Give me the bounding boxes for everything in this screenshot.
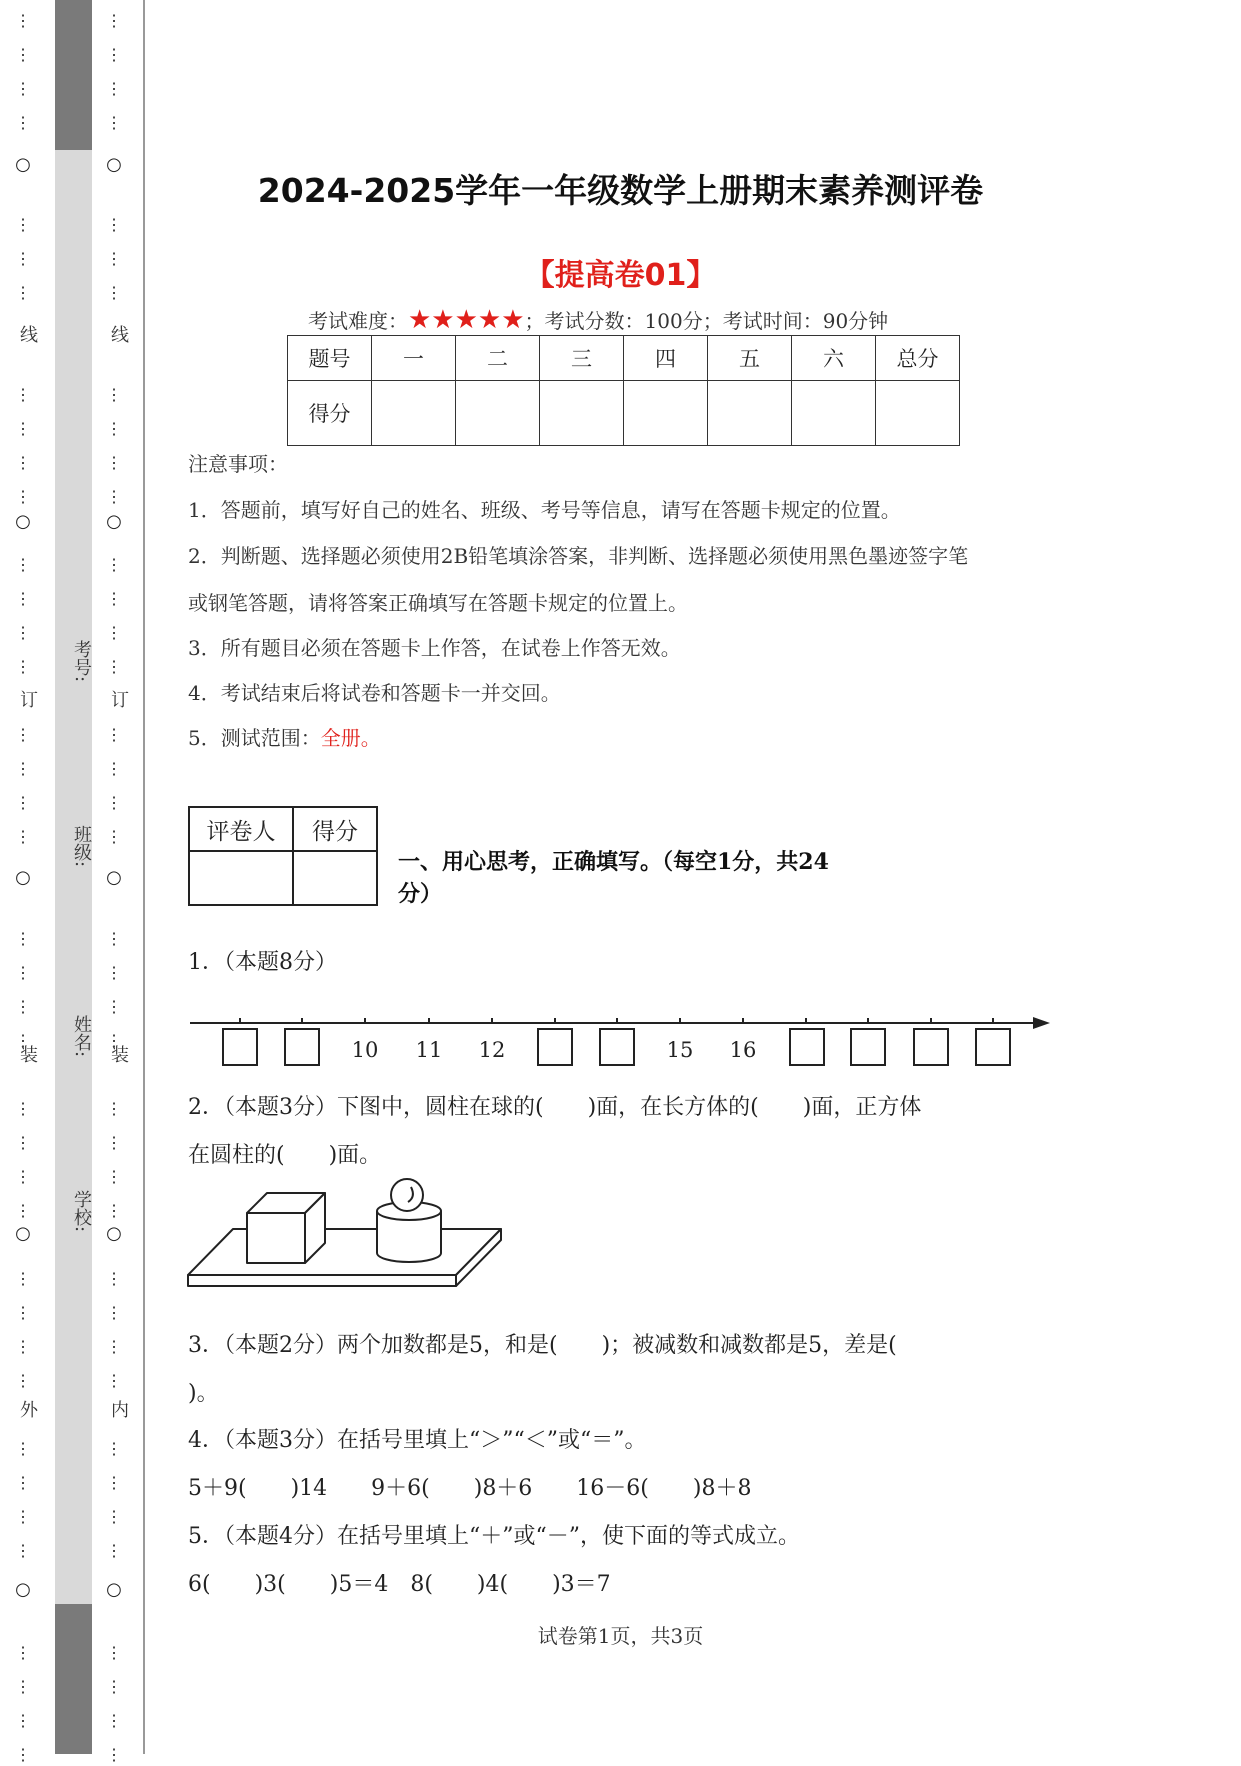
binding-dots: ⋮ xyxy=(15,929,31,948)
binding-dots: ⋮ xyxy=(106,793,122,812)
binding-dots: ⋮ xyxy=(106,1031,122,1050)
tick-label: 12 xyxy=(478,1038,506,1062)
score-cell[interactable] xyxy=(708,381,792,446)
page-footer: 试卷第1页，共3页 xyxy=(537,1624,704,1648)
section-1-title xyxy=(398,846,928,910)
binding-label: 订 xyxy=(17,690,38,708)
binding-dots: ⋮ xyxy=(15,1541,31,1560)
score-col-4: 四 xyxy=(624,336,708,381)
binding-circle-icon: ○ xyxy=(106,1579,122,1600)
question-3-line1: 3．（本题2分）两个加数都是5，和是( )；被减数和减数都是5，差是( xyxy=(188,1333,897,1358)
binding-dots: ⋮ xyxy=(15,385,31,404)
binding-dots: ⋮ xyxy=(106,759,122,778)
binding-dots: ⋮ xyxy=(15,419,31,438)
binding-dots: ⋮ xyxy=(106,1643,122,1662)
note-item-2-cont: 或钢笔答题，请将答案正确填写在答题卡规定的位置上。 xyxy=(188,591,688,615)
tick-label: 10 xyxy=(351,1038,379,1062)
note-item-4: 4．考试结束后将试卷和答题卡一并交回。 xyxy=(188,681,561,705)
binding-label: 线 xyxy=(17,325,38,343)
answer-box xyxy=(538,1029,572,1065)
tick-label: 16 xyxy=(729,1038,757,1062)
score-table xyxy=(287,335,960,446)
question-2-line2: 在圆柱的( )面。 xyxy=(188,1143,382,1168)
binding-label: 外 xyxy=(17,1400,38,1418)
grader-score-label: 得分 xyxy=(293,807,377,851)
binding-circle-icon: ○ xyxy=(15,511,31,532)
binding-dots: ⋮ xyxy=(106,249,122,268)
field-class: 班级: xyxy=(71,825,92,868)
binding-dots: ⋮ xyxy=(15,1643,31,1662)
tick-label: 15 xyxy=(666,1038,694,1062)
notes-heading: 注意事项： xyxy=(188,452,288,476)
score-cell[interactable] xyxy=(876,381,960,446)
binding-label: 装 xyxy=(108,1045,129,1063)
binding-label: 订 xyxy=(108,690,129,708)
score-cell[interactable] xyxy=(372,381,456,446)
binding-dots: ⋮ xyxy=(106,215,122,234)
binding-dots: ⋮ xyxy=(106,385,122,404)
binding-dots: ⋮ xyxy=(106,1303,122,1322)
binding-dots: ⋮ xyxy=(106,997,122,1016)
note-item-5 xyxy=(188,722,381,751)
binding-dots: ⋮ xyxy=(15,589,31,608)
grader-score-cell[interactable] xyxy=(293,851,377,905)
binding-dots: ⋮ xyxy=(106,1133,122,1152)
grader-box xyxy=(188,806,378,906)
binding-dots: ⋮ xyxy=(106,1337,122,1356)
binding-dots: ⋮ xyxy=(106,1507,122,1526)
score-col-5: 五 xyxy=(708,336,792,381)
binding-dots: ⋮ xyxy=(106,79,122,98)
answer-box xyxy=(976,1029,1010,1065)
number-line-arrow xyxy=(1033,1017,1050,1029)
tick-label: 11 xyxy=(415,1038,443,1062)
binding-dots: ⋮ xyxy=(15,1167,31,1186)
binding-dots: ⋮ xyxy=(106,487,122,506)
binding-circle-icon: ○ xyxy=(106,867,122,888)
binding-dots: ⋮ xyxy=(15,1303,31,1322)
cube-front xyxy=(247,1213,305,1263)
binding-dots: ⋮ xyxy=(15,1711,31,1730)
test-scope: 全册。 xyxy=(320,726,381,750)
binding-dots: ⋮ xyxy=(106,623,122,642)
binding-dots: ⋮ xyxy=(15,759,31,778)
difficulty-label: 考试难度： xyxy=(308,309,408,333)
binding-label: 装 xyxy=(17,1045,38,1063)
binding-dots: ⋮ xyxy=(15,1473,31,1492)
binding-dots: ⋮ xyxy=(106,113,122,132)
binding-circle-icon: ○ xyxy=(15,867,31,888)
binding-dots: ⋮ xyxy=(15,1507,31,1526)
binding-dots: ⋮ xyxy=(106,1745,122,1764)
binding-circle-icon: ○ xyxy=(106,1223,122,1244)
field-exam-number: 考号: xyxy=(71,640,92,683)
binding-dots: ⋮ xyxy=(15,1745,31,1764)
binding-dots: ⋮ xyxy=(15,793,31,812)
binding-dots: ⋮ xyxy=(15,1371,31,1390)
score-col-2: 二 xyxy=(456,336,540,381)
score-col-6: 六 xyxy=(792,336,876,381)
binding-dots: ⋮ xyxy=(15,215,31,234)
exam-meta xyxy=(308,305,888,335)
binding-label: 线 xyxy=(108,325,129,343)
binding-dots: ⋮ xyxy=(106,1711,122,1730)
binding-dots: ⋮ xyxy=(106,827,122,846)
binding-dots: ⋮ xyxy=(15,45,31,64)
note-item-1: 1．答题前，填写好自己的姓名、班级、考号等信息，请写在答题卡规定的位置。 xyxy=(188,498,901,522)
number-line-diagram xyxy=(185,1005,1055,1080)
binding-dots: ⋮ xyxy=(106,1099,122,1118)
score-time-text: ；考试分数：100分；考试时间：90分钟 xyxy=(524,309,889,333)
binding-circle-icon: ○ xyxy=(15,1223,31,1244)
binding-dots: ⋮ xyxy=(106,963,122,982)
binding-dots: ⋮ xyxy=(106,929,122,948)
note-item-3: 3．所有题目必须在答题卡上作答，在试卷上作答无效。 xyxy=(188,636,681,660)
shelf-top xyxy=(188,1229,501,1275)
answer-box xyxy=(790,1029,824,1065)
binding-dots: ⋮ xyxy=(15,1439,31,1458)
binding-dots: ⋮ xyxy=(106,1167,122,1186)
score-cell[interactable] xyxy=(540,381,624,446)
answer-box xyxy=(914,1029,948,1065)
score-col-1: 一 xyxy=(372,336,456,381)
binding-dots: ⋮ xyxy=(106,419,122,438)
answer-box xyxy=(223,1029,257,1065)
score-col-3: 三 xyxy=(540,336,624,381)
question-5-items: 6( )3( )5＝4 8( )4( )3＝7 xyxy=(188,1572,611,1597)
binding-dots: ⋮ xyxy=(15,1099,31,1118)
binding-dots: ⋮ xyxy=(15,657,31,676)
field-name: 姓名: xyxy=(71,1015,92,1058)
binding-dots: ⋮ xyxy=(15,997,31,1016)
binding-dots: ⋮ xyxy=(106,1201,122,1220)
note-item-5-prefix: 5．测试范围： xyxy=(188,726,321,750)
binding-dots: ⋮ xyxy=(15,1337,31,1356)
grader-reviewer-cell[interactable] xyxy=(189,851,293,905)
page-title: 2024-2025学年一年级数学上册期末素养测评卷 xyxy=(257,171,984,210)
binding-dots: ⋮ xyxy=(106,725,122,744)
binding-strip-dark-top xyxy=(55,0,92,150)
binding-dots: ⋮ xyxy=(15,1201,31,1220)
answer-box xyxy=(285,1029,319,1065)
binding-dots: ⋮ xyxy=(15,113,31,132)
binding-dots: ⋮ xyxy=(15,555,31,574)
binding-dots: ⋮ xyxy=(106,657,122,676)
binding-dots: ⋮ xyxy=(106,453,122,472)
score-row-label: 得分 xyxy=(288,381,372,446)
binding-circle-icon: ○ xyxy=(106,511,122,532)
shapes-on-shelf-diagram xyxy=(185,1175,505,1295)
binding-dots: ⋮ xyxy=(15,827,31,846)
score-header-label: 题号 xyxy=(288,336,372,381)
binding-dots: ⋮ xyxy=(106,1371,122,1390)
note-item-2: 2．判断题、选择题必须使用2B铅笔填涂答案，非判断、选择题必须使用黑色墨迹签字笔 xyxy=(188,544,969,568)
binding-dots: ⋮ xyxy=(106,1269,122,1288)
score-cell[interactable] xyxy=(792,381,876,446)
binding-dots: ⋮ xyxy=(15,725,31,744)
binding-dots: ⋮ xyxy=(106,283,122,302)
paper-subtitle: 【提高卷01】 xyxy=(524,258,717,293)
ball xyxy=(391,1179,423,1211)
shelf-front xyxy=(188,1275,456,1286)
question-2-line1: 2．（本题3分）下图中，圆柱在球的( )面，在长方体的( )面，正方体 xyxy=(188,1095,922,1120)
binding-dots: ⋮ xyxy=(15,1269,31,1288)
answer-box xyxy=(600,1029,634,1065)
binding-circle-icon: ○ xyxy=(106,154,122,175)
score-cell[interactable] xyxy=(456,381,540,446)
binding-dots: ⋮ xyxy=(15,1677,31,1696)
question-1: 1．（本题8分） xyxy=(188,950,337,975)
binding-dots: ⋮ xyxy=(15,1031,31,1050)
binding-dots: ⋮ xyxy=(106,1439,122,1458)
binding-dots: ⋮ xyxy=(106,589,122,608)
binding-label: 内 xyxy=(108,1400,129,1418)
question-4: 4．（本题3分）在括号里填上“＞”“＜”或“＝”。 xyxy=(188,1428,647,1453)
binding-dots: ⋮ xyxy=(15,11,31,30)
binding-dots: ⋮ xyxy=(15,623,31,642)
section-1-title-line2: 分） xyxy=(398,881,443,907)
section-1-title-line1: 一、用心思考，正确填写。（每空1分，共24 xyxy=(398,849,829,875)
binding-dots: ⋮ xyxy=(15,963,31,982)
question-5: 5．（本题4分）在括号里填上“＋”或“－”，使下面的等式成立。 xyxy=(188,1524,800,1549)
field-school: 学校: xyxy=(71,1190,92,1233)
question-4-items: 5＋9( )14 9＋6( )8＋6 16－6( )8＋8 xyxy=(188,1476,752,1501)
binding-dots: ⋮ xyxy=(15,79,31,98)
binding-dots: ⋮ xyxy=(15,249,31,268)
grader-reviewer-label: 评卷人 xyxy=(189,807,293,851)
binding-dots: ⋮ xyxy=(15,453,31,472)
binding-dots: ⋮ xyxy=(15,487,31,506)
question-3-line2: )。 xyxy=(188,1381,219,1406)
binding-dots: ⋮ xyxy=(106,11,122,30)
binding-dots: ⋮ xyxy=(106,1677,122,1696)
binding-dots: ⋮ xyxy=(15,283,31,302)
binding-dots: ⋮ xyxy=(106,1541,122,1560)
binding-circle-icon: ○ xyxy=(15,1579,31,1600)
binding-circle-icon: ○ xyxy=(15,154,31,175)
score-col-total: 总分 xyxy=(876,336,960,381)
binding-dots: ⋮ xyxy=(106,1473,122,1492)
binding-dots: ⋮ xyxy=(106,45,122,64)
difficulty-stars: ★★★★★ xyxy=(408,305,525,335)
answer-box xyxy=(851,1029,885,1065)
binding-dots: ⋮ xyxy=(15,1133,31,1152)
score-cell[interactable] xyxy=(624,381,708,446)
binding-dots: ⋮ xyxy=(106,555,122,574)
